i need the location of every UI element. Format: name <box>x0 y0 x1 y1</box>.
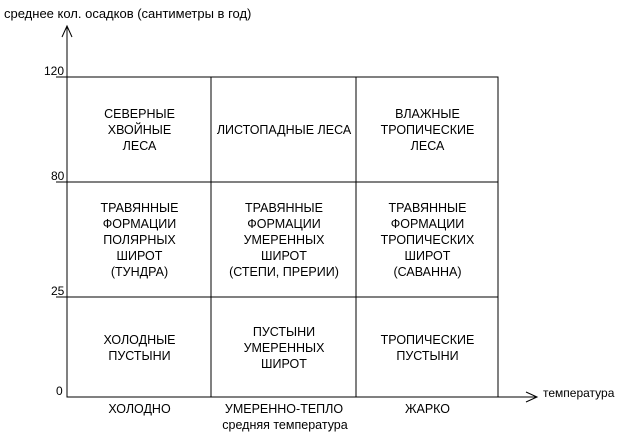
cell-label: ТРОПИЧЕСКИЕ ПУСТЫНИ <box>380 332 475 363</box>
cell-label: ВЛАЖНЫЕ ТРОПИЧЕСКИЕ ЛЕСА <box>380 107 475 153</box>
x-category-cold: ХОЛОДНО <box>108 402 171 416</box>
x-category-hot: ЖАРКО <box>404 402 451 416</box>
cell-cold-desert <box>68 298 211 397</box>
y-tick-label-25: 25 <box>51 284 65 298</box>
cell-polar-grassland <box>68 183 211 297</box>
cell-tropical-grassland <box>357 183 498 297</box>
x-axis-title: средняя температура <box>222 418 348 432</box>
cell-label: ТРАВЯННЫЕ ФОРМАЦИИ ТРОПИЧЕСКИХ ШИРОТ (САВАННА) <box>380 201 475 279</box>
cell-label: СЕВЕРНЫЕ ХВОЙНЫЕ ЛЕСА <box>104 107 175 153</box>
cell-label: ТРАВЯННЫЕ ФОРМАЦИИ УМЕРЕННЫХ ШИРОТ (СТЕПИ, ПРЕРИИ) <box>229 201 339 279</box>
cell-label: ХОЛОДНЫЕ ПУСТЫНИ <box>103 332 176 363</box>
y-tick-label-120: 120 <box>44 64 65 78</box>
cell-temperate-desert <box>212 298 356 397</box>
cell-label: ТРАВЯННЫЕ ФОРМАЦИИ ПОЛЯРНЫХ ШИРОТ (ТУНДРА) <box>100 201 179 279</box>
cell-northern-coniferous-forest <box>68 78 211 182</box>
cell-label: ПУСТЫНИ УМЕРЕННЫХ ШИРОТ <box>243 324 325 371</box>
y-tick-label-0: 0 <box>56 384 63 398</box>
y-axis-label: среднее кол. осадков (сантиметры в год) <box>4 6 252 21</box>
cell-tropical-rainforest <box>357 78 498 182</box>
cell-tropical-desert <box>357 298 498 397</box>
cell-deciduous-forest <box>212 78 356 182</box>
cell-label: ЛИСТОПАДНЫЕ ЛЕСА <box>216 123 352 137</box>
cell-temperate-grassland <box>212 183 356 297</box>
x-category-temperate: УМЕРЕННО-ТЕПЛО <box>224 402 344 416</box>
y-tick-label-80: 80 <box>51 169 65 183</box>
x-axis-label: температура <box>543 386 615 400</box>
